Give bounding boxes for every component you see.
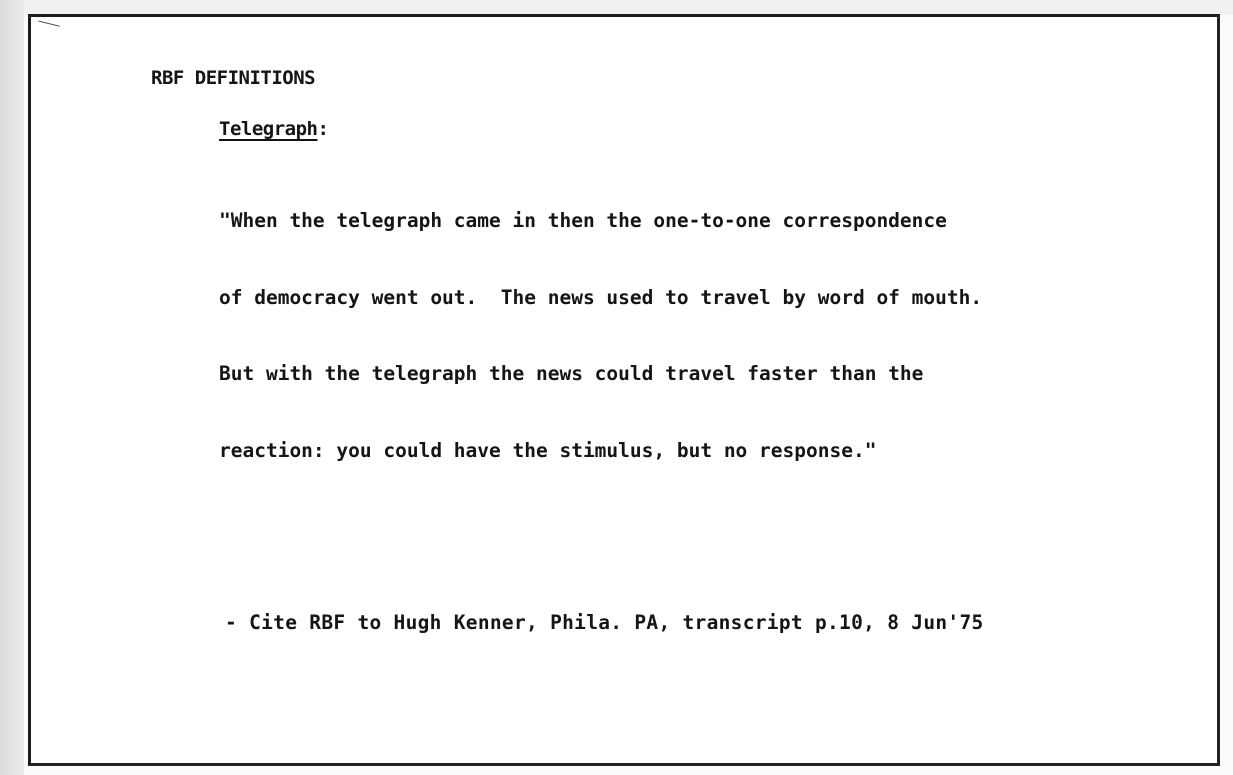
quote-line: reaction: you could have the stimulus, but no response." [219, 438, 877, 462]
scan-top-margin [24, 0, 1233, 15]
quote-line: "When the telegraph came in then the one-to-one correspondence [219, 209, 947, 232]
definition-term-word: Telegraph [219, 118, 318, 140]
citation-line: - Cite RBF to Hugh Kenner, Phila. PA, transcript p.10, 8 Jun'75 [225, 611, 984, 634]
card-corner-mark [36, 20, 60, 34]
definition-term-colon: : [317, 118, 329, 140]
quote-line: But with the telegraph the news could travel faster than the [219, 362, 924, 385]
definition-term [219, 118, 328, 140]
quote-line: of democracy went out. The news used to travel by word of mouth. [219, 285, 983, 309]
index-card [28, 14, 1220, 766]
definition-quote [219, 157, 982, 514]
scan-left-margin [0, 0, 24, 775]
card-heading: RBF DEFINITIONS [151, 67, 316, 89]
